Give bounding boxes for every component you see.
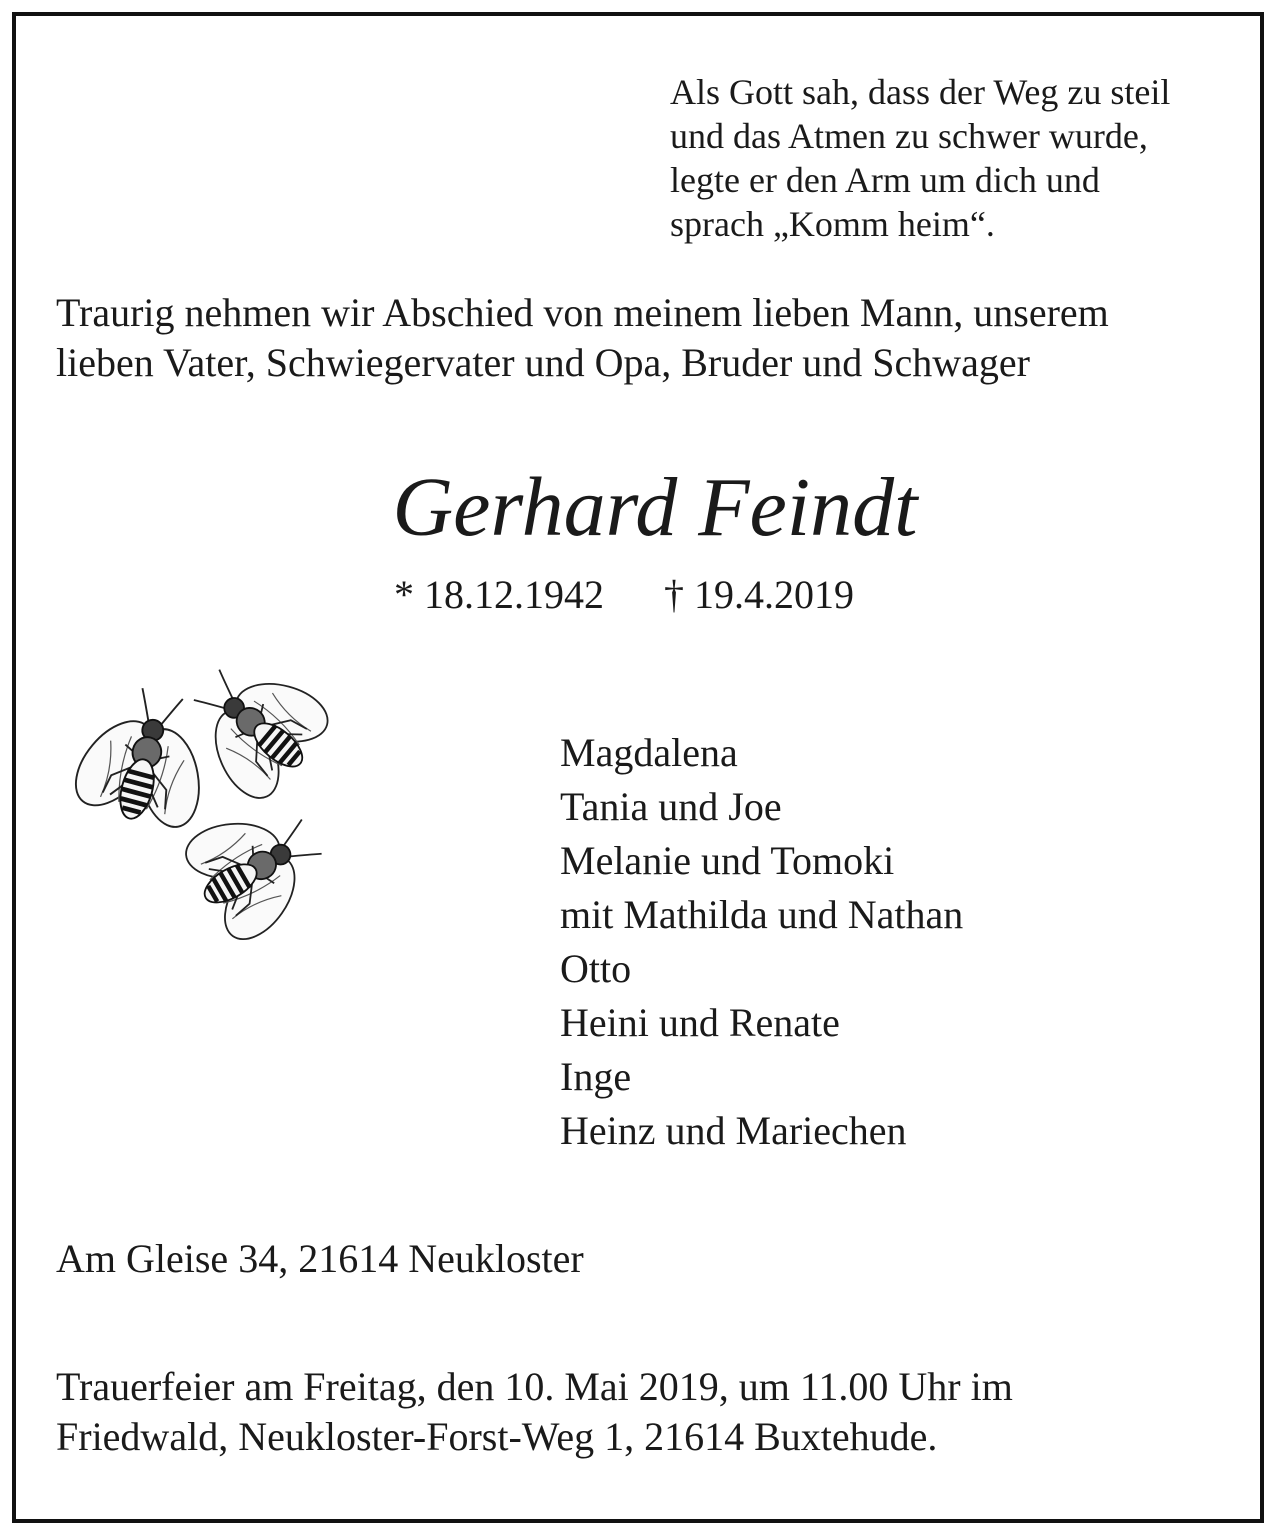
family-name: Magdalena — [560, 730, 738, 775]
family-name: mit Mathilda und Nathan — [560, 892, 964, 937]
family-list — [560, 726, 963, 1158]
service-info — [56, 1362, 1013, 1462]
family-name: Heini und Renate — [560, 1000, 840, 1045]
family-name: Heinz und Mariechen — [560, 1108, 907, 1153]
service-line: Friedwald, Neukloster-Forst-Weg 1, 21614 Buxtehude. — [56, 1414, 938, 1459]
poem — [670, 70, 1170, 246]
family-name: Melanie und Tomoki — [560, 838, 895, 883]
bees-illustration-icon — [40, 648, 380, 948]
life-dates — [394, 570, 854, 620]
address: Am Gleise 34, 21614 Neukloster — [56, 1236, 584, 1281]
family-name: Tania und Joe — [560, 784, 782, 829]
family-name: Otto — [560, 946, 632, 991]
poem-line: legte er den Arm um dich und — [670, 160, 1100, 200]
family-name: Inge — [560, 1054, 632, 1099]
poem-line: und das Atmen zu schwer wurde, — [670, 116, 1148, 156]
poem-line: Als Gott sah, dass der Weg zu steil — [670, 72, 1171, 112]
birth-date: * 18.12.1942 — [394, 572, 604, 617]
death-date: † 19.4.2019 — [664, 572, 854, 617]
intro-text — [56, 288, 1109, 388]
service-line: Trauerfeier am Freitag, den 10. Mai 2019, um 11.00 Uhr im — [56, 1364, 1013, 1409]
intro-line: Traurig nehmen wir Abschied von meinem lieben Mann, unserem — [56, 290, 1109, 335]
poem-line: sprach „Komm heim“. — [670, 204, 995, 244]
deceased-name: Gerhard Feindt — [392, 461, 918, 554]
intro-line: lieben Vater, Schwiegervater und Opa, Bruder und Schwager — [56, 340, 1031, 385]
